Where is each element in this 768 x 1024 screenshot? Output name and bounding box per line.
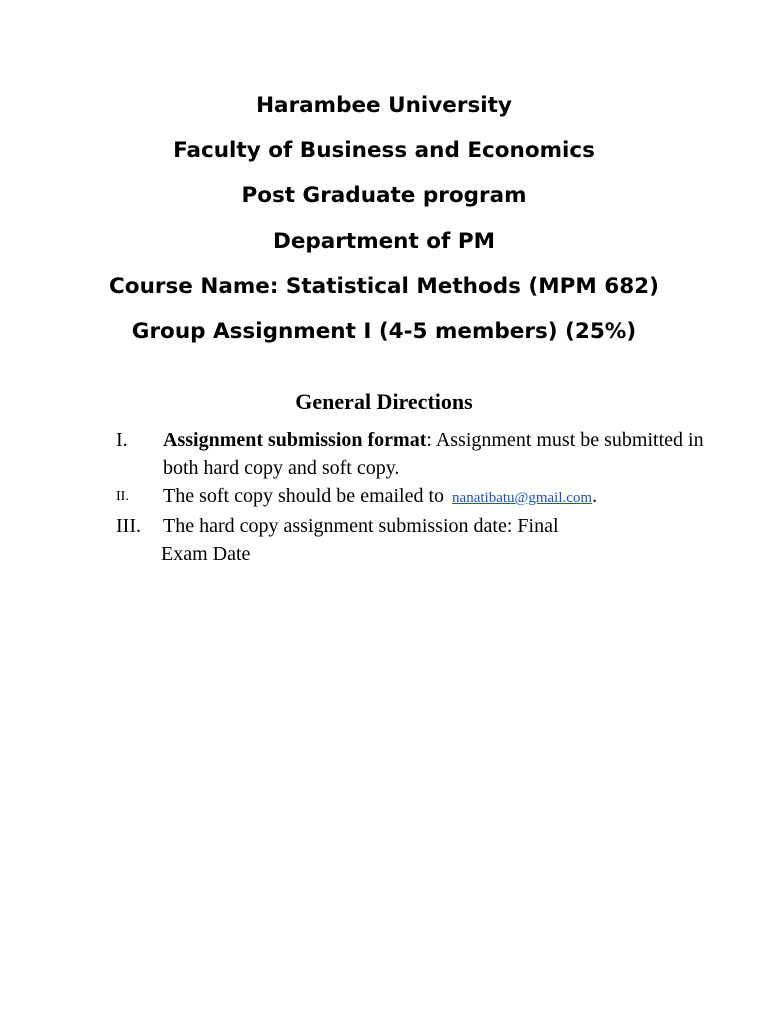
direction-body-2: The soft copy should be emailed to	[163, 485, 445, 507]
direction-body-3-line2: Exam Date	[161, 543, 251, 565]
email-link[interactable]: nanatibatu@gmail.com	[452, 490, 593, 506]
direction-body-1: : Assignment must be submitted in both hard copy and soft copy.	[163, 429, 704, 479]
direction-text-3	[163, 512, 708, 568]
direction-number-3: III.	[116, 515, 141, 537]
directions-list	[0, 426, 768, 568]
direction-item-2	[0, 482, 768, 512]
department-name: Department of PM	[272, 228, 496, 254]
general-directions-title: General Directions	[295, 389, 473, 414]
direction-lead-1: Assignment submission format	[163, 429, 427, 451]
direction-text-2	[163, 482, 708, 512]
direction-item-1	[0, 426, 768, 482]
direction-item-3	[0, 512, 768, 568]
assignment-title: Group Assignment I (4-5 members) (25%)	[131, 318, 637, 344]
document-header	[0, 88, 768, 359]
course-name: Course Name: Statistical Methods (MPM 682)	[109, 273, 659, 299]
direction-number-2: II.	[116, 489, 129, 504]
direction-text-1	[163, 426, 708, 482]
faculty-name: Faculty of Business and Economics	[173, 138, 595, 164]
direction-suffix-2: .	[592, 485, 598, 507]
direction-body-3: The hard copy assignment submission date: Final	[163, 515, 559, 537]
university-name: Harambee University	[256, 93, 512, 118]
direction-number-1: I.	[116, 429, 128, 451]
program-name: Post Graduate program	[241, 183, 527, 209]
